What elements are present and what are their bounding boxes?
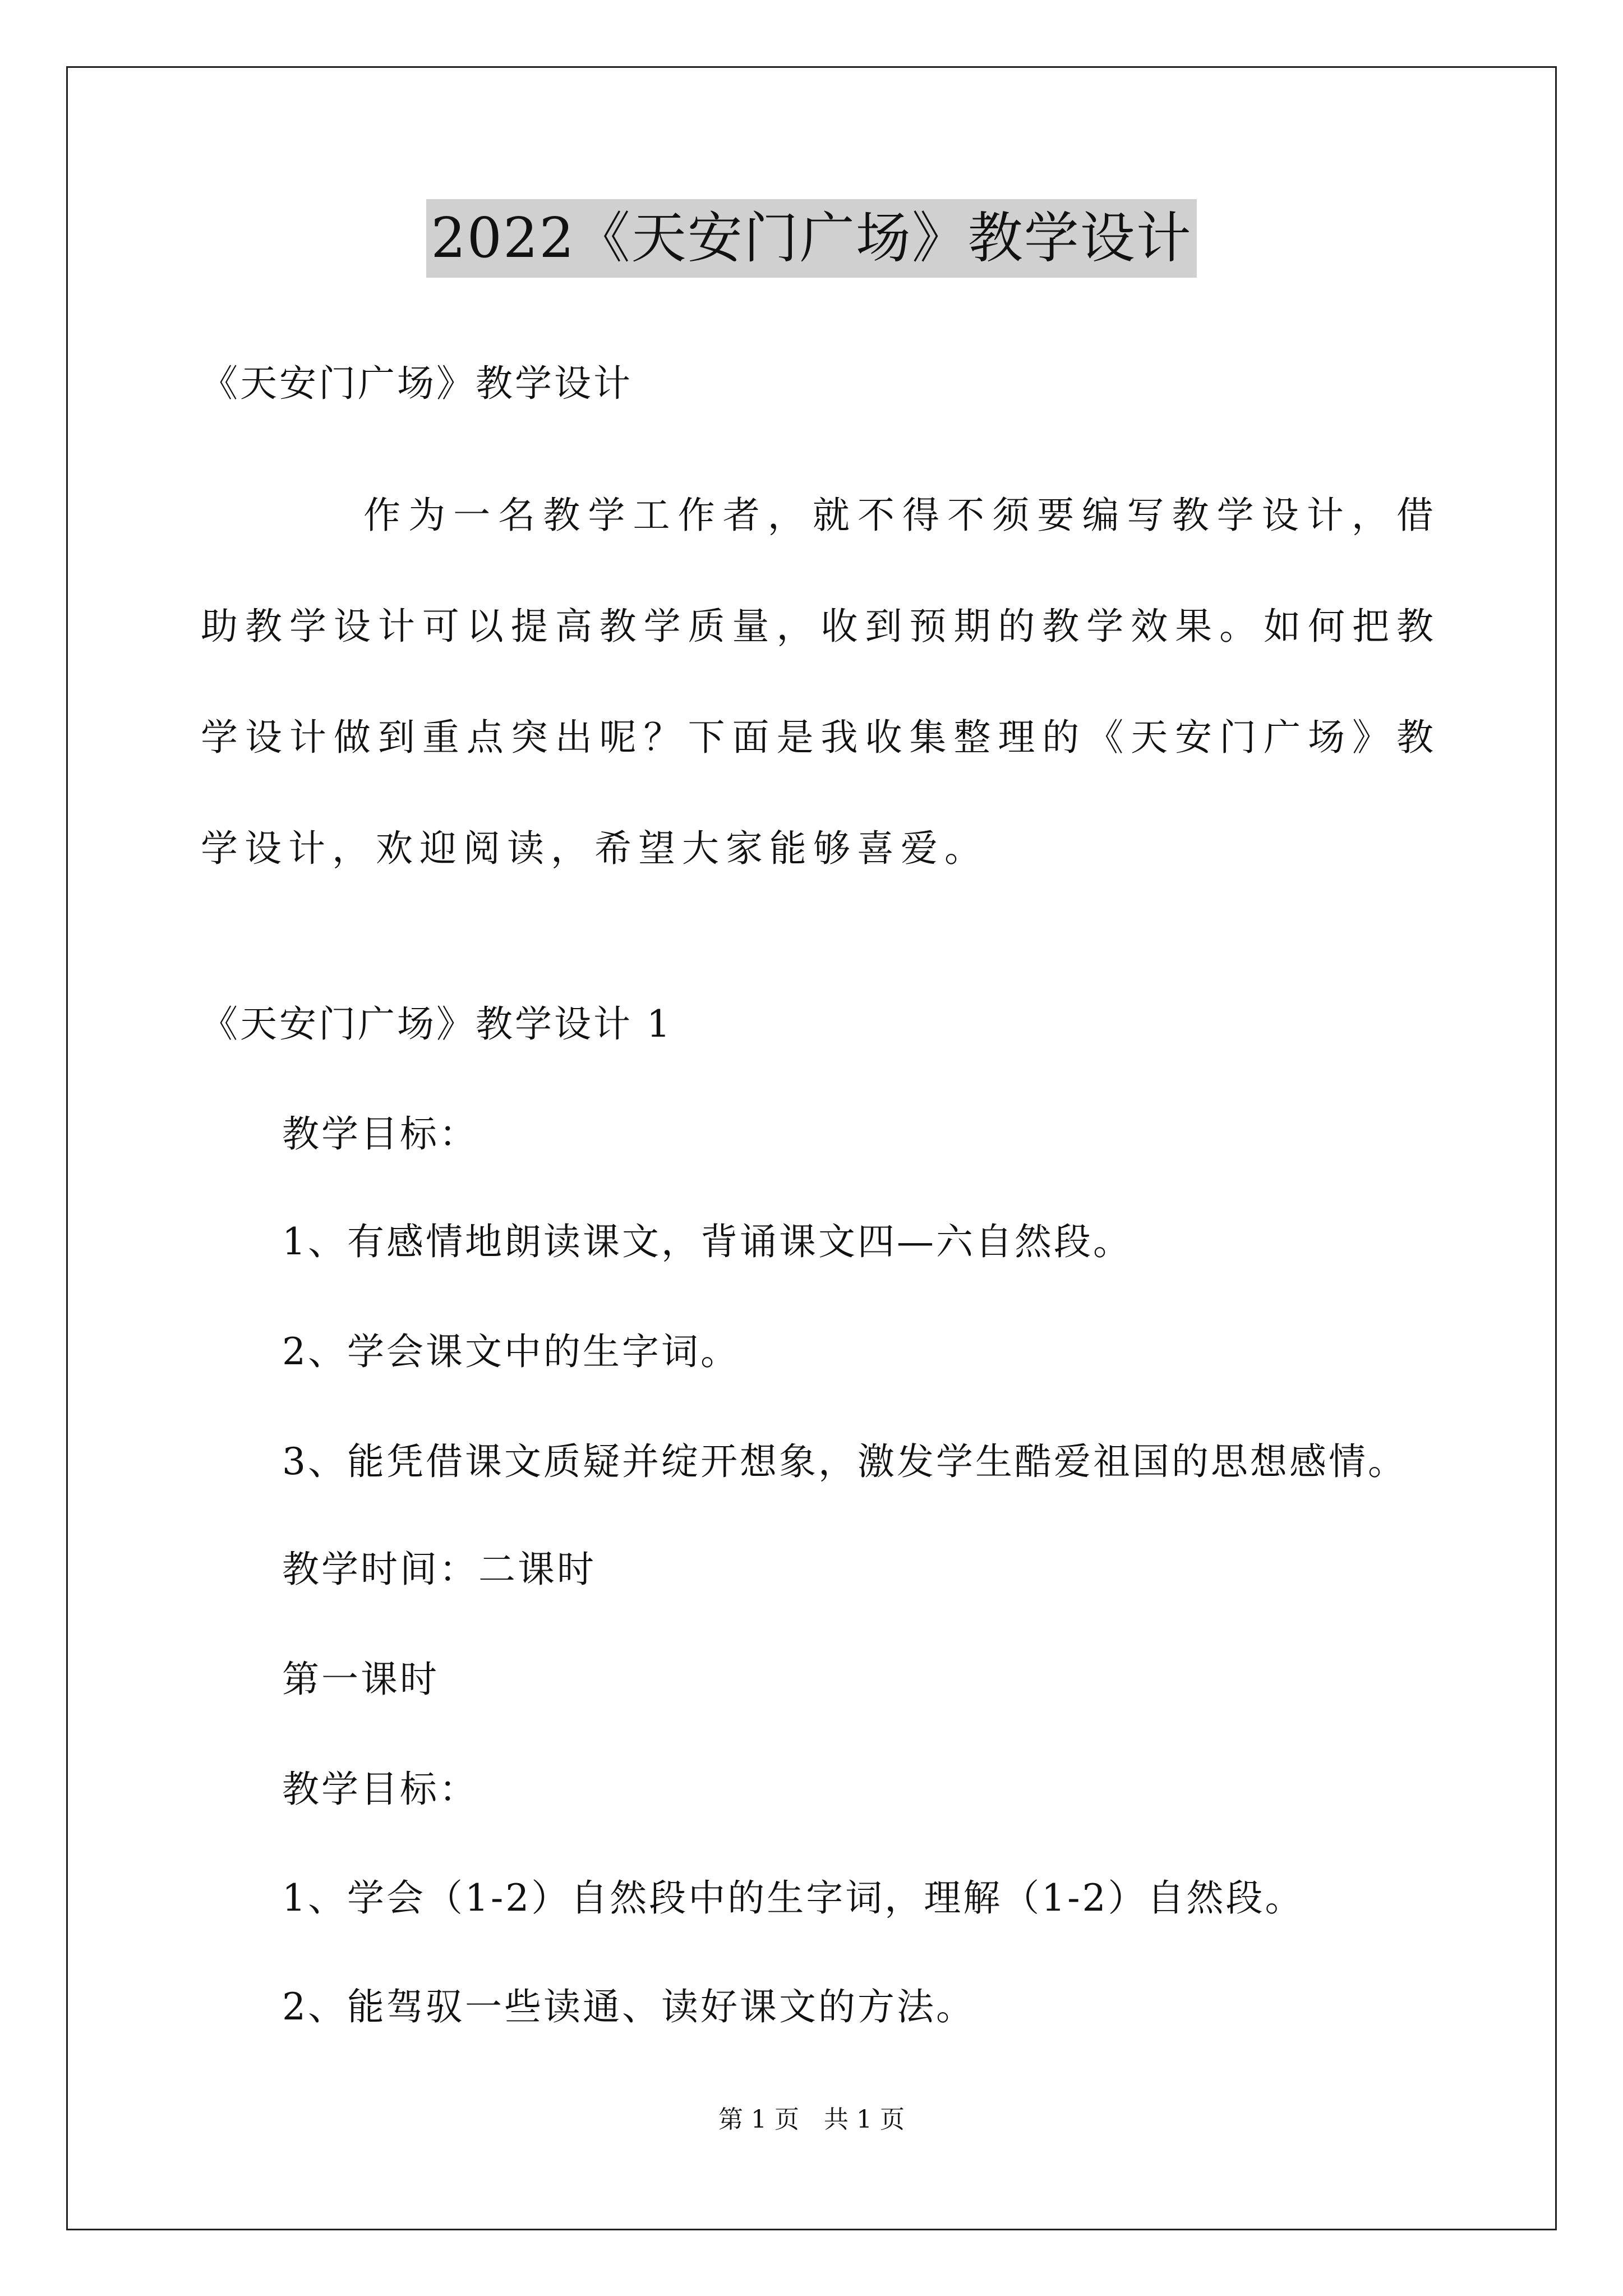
document-title-text: 2022《天安门广场》教学设计: [426, 199, 1196, 278]
subtitle-text: 《天安门广场》教学设计: [201, 362, 633, 405]
page-footer: [0, 2099, 1623, 2135]
content-line-text: 教学时间：二课时: [282, 1548, 596, 1591]
intro-paragraph: 作为一名教学工作者，就不得不须要编写教学设计，借助教学设计可以提高教学质量，收到预期的教学效果。如何把教学设计做到重点突出呢？下面是我收集整理的《天安门广场》教学设计，欢迎阅读，希望大家能够喜爱。: [201, 494, 1440, 870]
page-number-label: 第 1 页 共 1 页: [718, 2105, 905, 2134]
content-line-text: 2、能驾驭一些读通、读好课文的方法。: [282, 1985, 975, 2028]
content-line-text: 2、学会课文中的生字词。: [282, 1330, 740, 1373]
document-title: [0, 199, 1623, 278]
content-line-text: 1、学会（1-2）自然段中的生字词，理解（1-2）自然段。: [282, 1876, 1304, 1920]
section-heading-text: 《天安门广场》教学设计 1: [201, 1002, 672, 1046]
content-line-text: 3、能凭借课文质疑并绽开想象，激发学生酷爱祖国的思想感情。: [282, 1440, 1407, 1483]
content-line-text: 教学目标：: [282, 1112, 478, 1156]
content-line-text: 1、有感情地朗读课文，背诵课文四—六自然段。: [282, 1220, 1132, 1263]
content-line-text: 教学目标：: [282, 1768, 478, 1811]
content-line-text: 第一课时: [282, 1658, 439, 1701]
